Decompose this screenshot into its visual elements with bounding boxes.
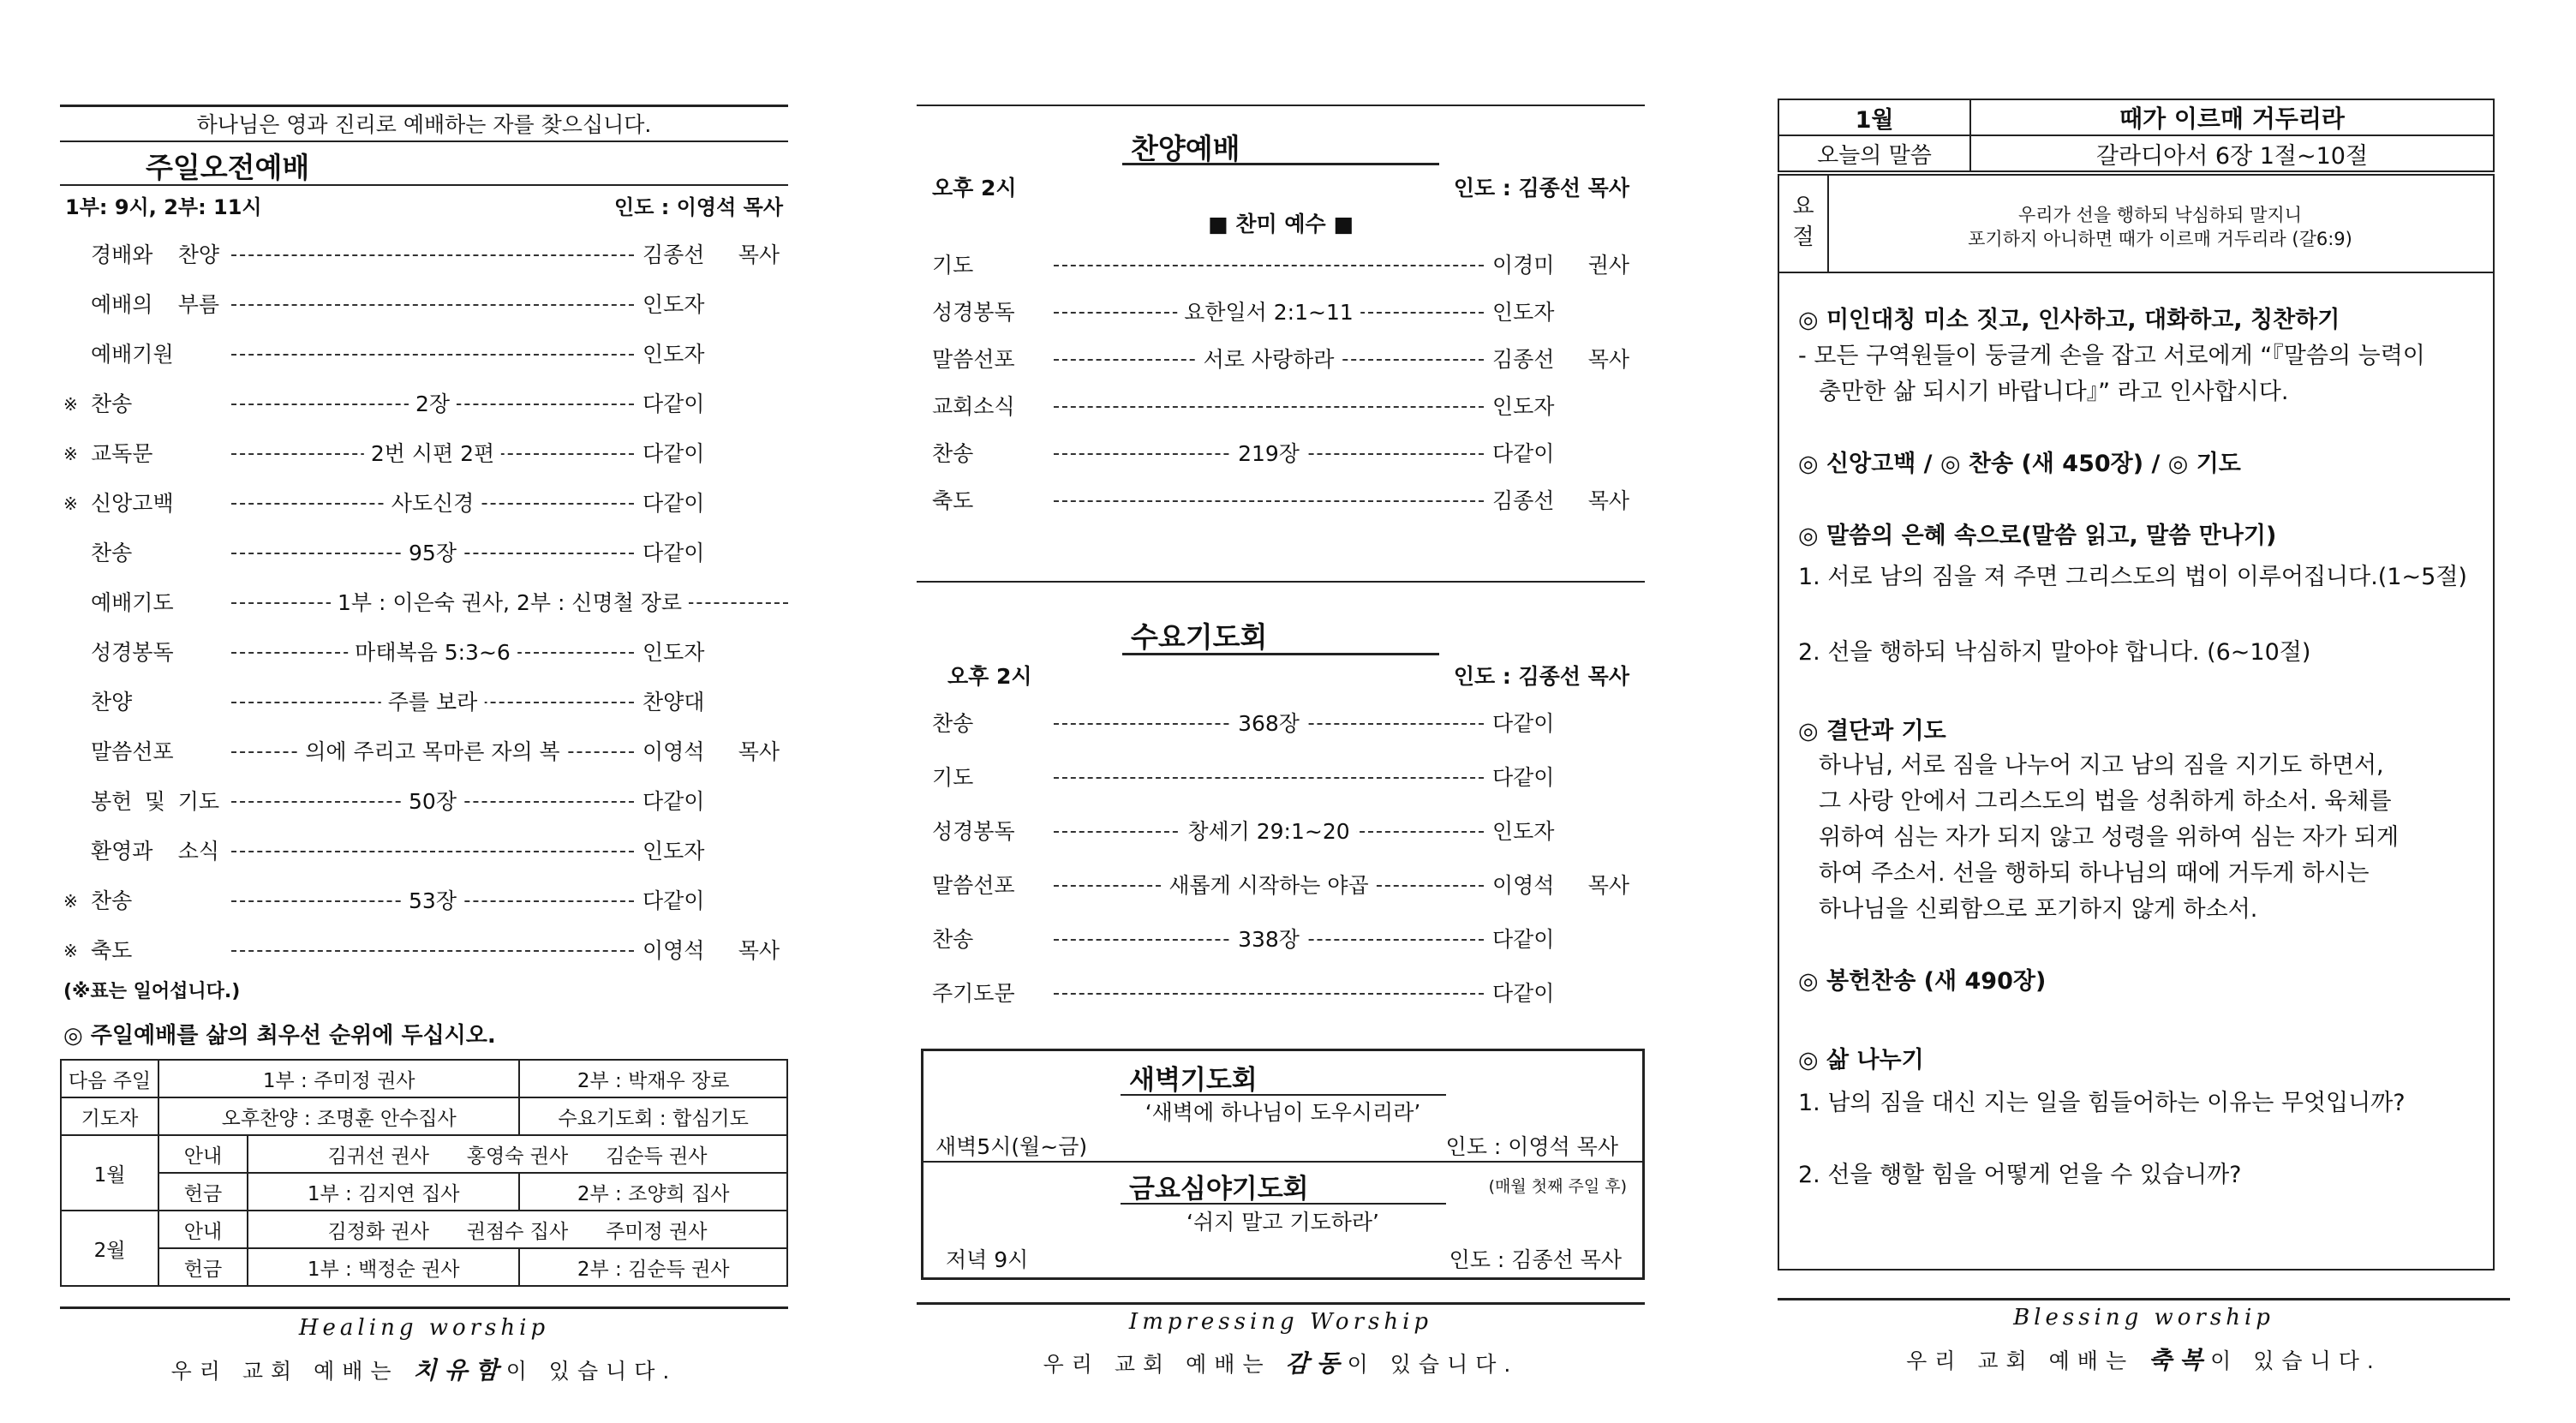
order-label: 예배기도 xyxy=(91,590,174,615)
dawn-title: 새벽기도회 xyxy=(1129,1065,1258,1096)
jan-label: 1월 xyxy=(61,1135,158,1211)
order-row xyxy=(60,387,788,422)
friday-time: 저녁 9시 xyxy=(946,1247,1029,1272)
order-label: 말씀선포 xyxy=(932,873,1015,898)
service-title: 주일오전예배 xyxy=(146,151,310,184)
jan-offering-2: 2부 : 조양희 집사 xyxy=(519,1173,787,1211)
service-times: 1부: 9시, 2부: 11시 xyxy=(65,195,262,219)
order-row xyxy=(917,248,1645,283)
order-detail: 서로 사랑하라 xyxy=(1197,343,1342,377)
praise-time: 오후 2시 xyxy=(932,176,1017,200)
greeting-line-2: 충만한 삶 되시기 바랍니다』” 라고 인사합시다. xyxy=(1819,379,2289,405)
order-person: 인도자 xyxy=(1492,300,1555,325)
footer-slogan: 우리 교회 예배는 치유함이 있습니다. xyxy=(170,1356,678,1384)
order-label: 신앙고백 xyxy=(91,491,174,516)
word-question-2: 2. 선을 행하되 낙심하지 말아야 합니다. (6~10절) xyxy=(1798,639,2311,666)
prayer-2: 2부 : 박재우 장로 xyxy=(519,1060,787,1097)
small-group-column xyxy=(1778,0,2510,1423)
order-person: 다같이 xyxy=(1492,981,1555,1006)
leader-dots xyxy=(231,851,634,852)
friday-leader: 인도 : 김종선 목사 xyxy=(1449,1247,1622,1272)
summary-line-2: 포기하지 아니하면 때가 이르매 거두리라 (갈6:9) xyxy=(1968,229,2352,249)
leader-dots xyxy=(1054,265,1484,266)
section-sharing: ◎ 삶 나누기 xyxy=(1798,1047,1924,1073)
order-label: 경배와 찬양 xyxy=(91,242,219,267)
order-detail: 새롭게 시작하는 야곱 xyxy=(1162,869,1375,903)
section-greeting: ◎ 미인대칭 미소 짓고, 인사하고, 대화하고, 칭찬하기 xyxy=(1798,307,2340,333)
word-question-1: 1. 서로 남의 짐을 져 주면 그리스도의 법이 이루어집니다.(1~5절) xyxy=(1798,564,2467,590)
sunday-service-column xyxy=(60,0,788,1423)
order-row xyxy=(60,288,788,322)
section-offering-hymn: ◎ 봉헌찬송 (새 490장) xyxy=(1798,968,2047,995)
order-person: 이영석 목사 xyxy=(643,938,780,963)
order-label: 봉헌 및 기도 xyxy=(91,789,219,814)
title-rule xyxy=(60,184,788,186)
order-person: 다같이 xyxy=(643,541,705,565)
order-label: 교회소식 xyxy=(932,394,1015,419)
order-row xyxy=(917,923,1645,957)
section-prayer: ◎ 결단과 기도 xyxy=(1798,718,1946,744)
order-label: 축도 xyxy=(932,488,974,513)
offering-label: 헌금 xyxy=(158,1173,248,1211)
order-person: 인도자 xyxy=(643,342,705,367)
leader-dots xyxy=(231,304,634,306)
next-sunday-label: 다음 주일 xyxy=(61,1060,158,1097)
order-person: 김종선 목사 xyxy=(1492,488,1629,513)
feb-guide: 김정화 권사 권점수 집사 주미정 권사 xyxy=(248,1211,787,1248)
sharing-question-1: 1. 남의 짐을 대신 지는 일을 힘들어하는 이유는 무엇입니까? xyxy=(1798,1090,2406,1116)
box-divider xyxy=(923,1161,1642,1163)
order-detail: 의에 주리고 목마른 자의 복 xyxy=(298,735,566,769)
order-label: 찬송 xyxy=(91,392,133,416)
order-label: 주기도문 xyxy=(932,981,1015,1006)
lesson-header-table xyxy=(1778,99,2495,172)
order-person: 찬양대 xyxy=(643,690,705,714)
order-person: 이영석 목사 xyxy=(643,739,780,764)
dawn-leader: 인도 : 이영석 목사 xyxy=(1445,1134,1618,1159)
order-person: 다같이 xyxy=(1492,927,1555,952)
order-person: 인도자 xyxy=(643,292,705,317)
section-rule xyxy=(917,581,1645,583)
feb-offering-1: 1부 : 백정순 권사 xyxy=(248,1248,519,1286)
order-person: 인도자 xyxy=(643,839,705,864)
footer-keyword: 치유함 xyxy=(413,1356,506,1384)
order-label: 성경봉독 xyxy=(932,819,1015,844)
order-label: 말씀선포 xyxy=(932,347,1015,372)
praise-wednesday-column xyxy=(917,0,1645,1423)
order-label: 성경봉독 xyxy=(91,640,174,665)
order-row xyxy=(917,296,1645,330)
order-label: 찬송 xyxy=(91,541,133,565)
guide-label: 안내 xyxy=(158,1135,248,1173)
feb-label: 2월 xyxy=(61,1211,158,1286)
order-detail: 창세기 29:1~20 xyxy=(1180,815,1356,849)
footer-slogan: 우리 교회 예배는 감동이 있습니다. xyxy=(1043,1349,1519,1378)
order-detail: 368장 xyxy=(1231,707,1306,741)
order-row xyxy=(60,884,788,918)
order-label: 예배의 부름 xyxy=(91,292,219,317)
order-detail: 주를 보라 xyxy=(381,685,485,720)
standing-note: (※표는 일어섭니다.) xyxy=(63,981,241,1002)
order-person: 다같이 xyxy=(643,441,705,466)
order-label: 기도 xyxy=(932,253,974,278)
order-detail: 338장 xyxy=(1231,923,1306,957)
feb-offering-2: 2부 : 김순득 권사 xyxy=(519,1248,787,1286)
dawn-verse: ‘새벽에 하나님이 도우시리라’ xyxy=(1145,1100,1421,1125)
prayer-line-2: 그 사랑 안에서 그리스도의 법을 성취하게 하소서. 육체를 xyxy=(1819,788,2392,815)
motto-rule xyxy=(60,141,788,142)
lesson-box xyxy=(1778,174,2495,1271)
order-person: 이경미 권사 xyxy=(1492,253,1629,278)
order-detail: 2번 시편 2편 xyxy=(364,437,501,471)
order-detail: 95장 xyxy=(402,536,463,571)
order-row xyxy=(917,707,1645,741)
leader-dots xyxy=(1054,777,1484,779)
order-row xyxy=(60,536,788,571)
wednesday-leader: 인도 : 김종선 목사 xyxy=(1453,664,1629,689)
section-word: ◎ 말씀의 은혜 속으로(말씀 읽고, 말씀 만나기) xyxy=(1798,523,2277,549)
month-label: 1월 xyxy=(1778,99,1970,135)
order-label: 찬송 xyxy=(932,441,974,466)
footer-rule xyxy=(1778,1298,2510,1300)
friday-title-underline xyxy=(1121,1203,1446,1205)
order-row xyxy=(917,761,1645,795)
order-person: 다같이 xyxy=(643,888,705,913)
standing-mark: ※ xyxy=(63,444,78,464)
order-label: 찬양 xyxy=(91,690,133,714)
leader-dots xyxy=(1054,993,1484,995)
offering-label: 헌금 xyxy=(158,1248,248,1286)
duty-table xyxy=(60,1059,788,1287)
summary-cell xyxy=(1827,176,2493,273)
motto: 하나님은 영과 진리로 예배하는 자를 찾으십니다. xyxy=(196,112,652,137)
footer-signature: Impressing Worship xyxy=(1128,1309,1433,1335)
order-detail: 50장 xyxy=(402,785,463,819)
order-detail: 1부 : 이은숙 권사, 2부 : 신명철 장로 xyxy=(331,586,689,620)
top-rule xyxy=(917,105,1645,106)
order-person: 인도자 xyxy=(1492,819,1555,844)
prayer-leader-label: 기도자 xyxy=(61,1097,158,1135)
order-person: 인도자 xyxy=(1492,394,1555,419)
prayer-line-5: 하나님을 신뢰함으로 포기하지 않게 하소서. xyxy=(1819,896,2258,923)
standing-mark: ※ xyxy=(63,941,78,961)
summary-label-cell xyxy=(1779,176,1829,273)
order-row xyxy=(60,586,788,620)
order-person: 다같이 xyxy=(643,392,705,416)
order-row xyxy=(917,815,1645,849)
order-label: 기도 xyxy=(932,765,974,790)
dawn-friday-box xyxy=(921,1049,1645,1280)
order-person: 다같이 xyxy=(1492,765,1555,790)
wednesday-time: 오후 2시 xyxy=(947,664,1032,689)
leader-dots xyxy=(231,354,634,356)
praise-title-underline xyxy=(1122,163,1439,165)
order-detail: 219장 xyxy=(1231,437,1306,471)
order-person: 김종선 목사 xyxy=(643,242,780,267)
prayer-3: 오후찬양 : 조명훈 안수집사 xyxy=(158,1097,519,1135)
order-detail: 마태복음 5:3~6 xyxy=(348,636,517,670)
footer-signature: Healing worship xyxy=(298,1315,550,1341)
order-person: 다같이 xyxy=(1492,711,1555,736)
friday-note: (매월 첫째 주일 후) xyxy=(1488,1177,1627,1196)
order-row xyxy=(917,977,1645,1011)
service-leader: 인도 : 이영석 목사 xyxy=(614,195,783,219)
standing-mark: ※ xyxy=(63,891,78,912)
order-row xyxy=(60,338,788,372)
order-row xyxy=(60,785,788,819)
order-row xyxy=(60,685,788,720)
jan-offering-1: 1부 : 김지연 집사 xyxy=(248,1173,519,1211)
order-person: 김종선 목사 xyxy=(1492,347,1629,372)
friday-title: 금요심야기도회 xyxy=(1129,1174,1309,1205)
order-detail: 53장 xyxy=(402,884,463,918)
order-person: 인도자 xyxy=(643,640,705,665)
order-row xyxy=(60,735,788,769)
leader-dots xyxy=(1054,406,1484,408)
order-label: 성경봉독 xyxy=(932,300,1015,325)
praise-leader: 인도 : 김종선 목사 xyxy=(1453,176,1629,200)
order-label: 환영과 소식 xyxy=(91,839,219,864)
order-label: 찬송 xyxy=(932,711,974,736)
order-row xyxy=(917,484,1645,518)
praise-title: 찬양예배 xyxy=(1131,132,1240,165)
today-label: 오늘의 말씀 xyxy=(1778,135,1970,171)
order-row xyxy=(917,390,1645,424)
order-row xyxy=(60,834,788,869)
leader-dots xyxy=(1054,500,1484,502)
footer-slogan: 우리 교회 예배는 축복이 있습니다. xyxy=(1906,1346,2382,1374)
sharing-question-2: 2. 선을 행할 힘을 어떻게 얻을 수 있습니까? xyxy=(1798,1162,2242,1188)
leader-dots xyxy=(231,950,634,952)
footer-signature: Blessing worship xyxy=(2013,1305,2274,1330)
prayer-line-1: 하나님, 서로 짐을 나누어 지고 남의 짐을 지기도 하면서, xyxy=(1819,752,2384,779)
order-row xyxy=(60,238,788,272)
order-label: 찬송 xyxy=(91,888,133,913)
order-row xyxy=(917,437,1645,471)
order-detail: 2장 xyxy=(409,387,457,422)
order-row xyxy=(60,934,788,968)
order-row xyxy=(917,343,1645,377)
prayer-line-3: 위하여 심는 자가 되지 않고 성령을 위하여 심는 자가 되게 xyxy=(1819,824,2400,851)
section-confession: ◎ 신앙고백 / ◎ 찬송 (새 450장) / ◎ 기도 xyxy=(1798,451,2241,477)
prayer-1: 1부 : 주미정 권사 xyxy=(158,1060,519,1097)
order-label: 예배기원 xyxy=(91,342,174,367)
top-rule xyxy=(60,105,788,107)
leader-dots xyxy=(231,254,634,256)
wednesday-title: 수요기도회 xyxy=(1131,620,1268,654)
priority-note: ◎ 주일예배를 삶의 최우선 순위에 두십시오. xyxy=(63,1023,496,1049)
dawn-time: 새벽5시(월~금) xyxy=(935,1134,1088,1159)
guide-label: 안내 xyxy=(158,1211,248,1248)
order-person: 다같이 xyxy=(1492,441,1555,466)
greeting-line-1: - 모든 구역원들이 둥글게 손을 잡고 서로에게 “『말씀의 능력이 xyxy=(1798,343,2425,369)
jan-guide: 김귀선 권사 홍영숙 권사 김순득 권사 xyxy=(248,1135,787,1173)
wednesday-title-underline xyxy=(1122,653,1439,655)
order-person: 다같이 xyxy=(643,491,705,516)
order-row xyxy=(60,636,788,670)
order-row xyxy=(917,869,1645,903)
order-row xyxy=(60,437,788,471)
order-row xyxy=(60,487,788,521)
order-label: 말씀선포 xyxy=(91,739,174,764)
prayer-4: 수요기도회 : 합심기도 xyxy=(519,1097,787,1135)
today-reference: 갈라디아서 6장 1절~10절 xyxy=(1970,135,2494,171)
praise-theme: ■ 찬미 예수 ■ xyxy=(1208,212,1354,236)
order-detail: 요한일서 2:1~11 xyxy=(1177,296,1360,330)
standing-mark: ※ xyxy=(63,493,78,514)
standing-mark: ※ xyxy=(63,394,78,415)
footer-rule xyxy=(60,1306,788,1309)
prayer-line-4: 하여 주소서. 선을 행하되 하나님의 때에 거두게 하시는 xyxy=(1819,860,2370,887)
footer-keyword: 감동 xyxy=(1285,1349,1348,1378)
month-title: 때가 이르매 거두리라 xyxy=(1970,99,2494,135)
footer-rule xyxy=(917,1302,1645,1305)
friday-verse: ‘쉬지 말고 기도하라’ xyxy=(1186,1210,1379,1235)
order-person: 다같이 xyxy=(643,789,705,814)
order-label: 찬송 xyxy=(932,927,974,952)
summary-label: 요절 xyxy=(1792,194,1814,250)
order-person: 이영석 목사 xyxy=(1492,873,1629,898)
order-label: 교독문 xyxy=(91,441,153,466)
order-detail: 사도신경 xyxy=(385,487,481,521)
order-label: 축도 xyxy=(91,938,133,963)
footer-keyword: 축복 xyxy=(2149,1346,2211,1374)
summary-line-1: 우리가 선을 행하되 낙심하되 말지니 xyxy=(2018,205,2302,225)
